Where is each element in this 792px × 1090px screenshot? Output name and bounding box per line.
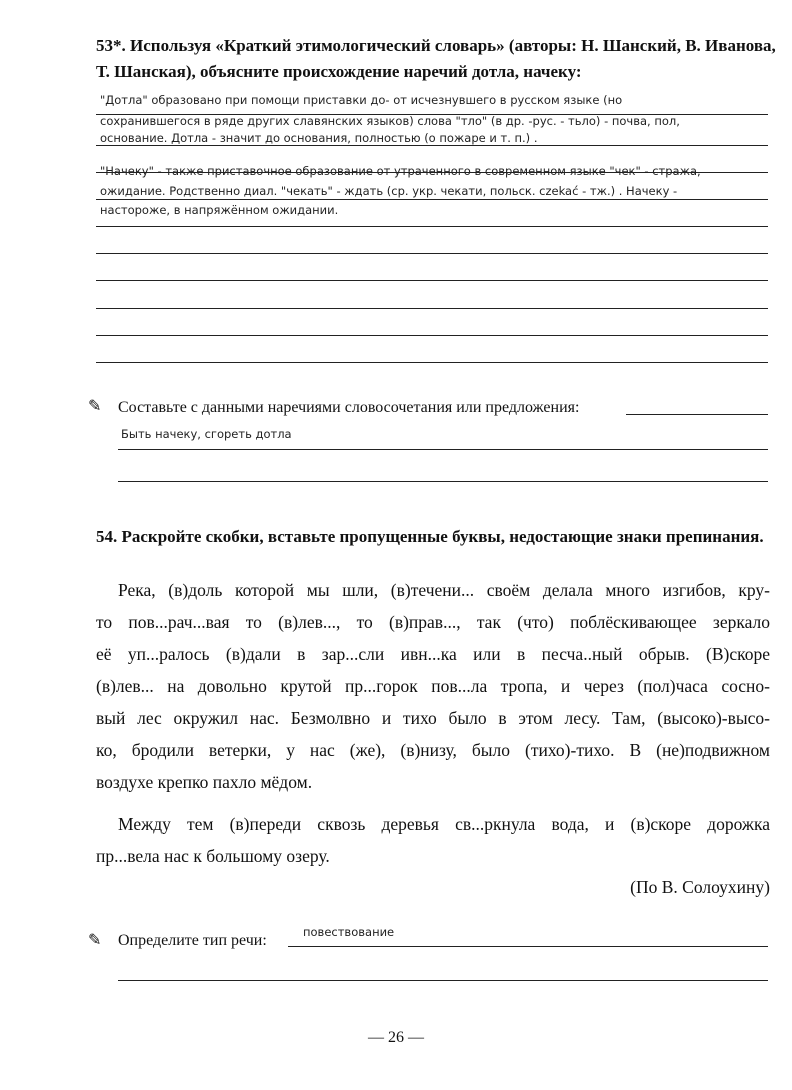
text-line: Река, (в)доль которой мы шли, (в)течени... своём делала много изгибов, кру- <box>118 580 770 600</box>
answer-line: сохранившегося в ряде других славянских языков) слова "тло" (в др. -рус. - тьло) - почва, пол, <box>100 114 680 128</box>
ruled-line <box>96 253 768 254</box>
text-line: (в)лев... на довольно крутой пр...горок пов...ла тропа, и через (пол)часа сосно- <box>96 676 770 696</box>
ruled-line <box>96 362 768 363</box>
ruled-line <box>96 145 768 146</box>
text-line: воздухе крепко пахло мёдом. <box>96 772 313 792</box>
text-line: её уп...ралось (в)дали в зар...сли ивн...ка или в песча..ный обрыв. (В)скоре <box>96 644 770 664</box>
speech-type-label: Определите тип речи: <box>118 932 267 949</box>
ruled-line <box>118 980 768 981</box>
answer-line: основание. Дотла - значит до основания, полностью (о пожаре и т. п.) . <box>100 131 538 145</box>
ruled-line <box>288 946 768 947</box>
ruled-line <box>96 280 768 281</box>
text-line: то пов...рач...вая то (в)лев..., то (в)прав..., так (что) поблёскивающее зеркало <box>96 612 770 632</box>
subtask-label: Составьте с данными наречиями словосочетания или предложения: <box>118 399 580 416</box>
source-attribution: (По В. Солоухину) <box>630 877 770 897</box>
ruled-line <box>96 335 768 336</box>
answer-line: ожидание. Родственно диал. "чекать" - ждать (ср. укр. чекати, польск. czekać - тж.) . Начеку - <box>100 184 678 198</box>
ruled-line <box>96 308 768 309</box>
task54-heading: 54. Раскройте скобки, вставьте пропущенные буквы, недостающие знаки препинания. <box>96 527 764 546</box>
ruled-line <box>96 199 768 200</box>
ruled-line <box>96 226 768 227</box>
task53-heading: 53*. Используя «Краткий этимологический словарь» (авторы: Н. Шанский, В. Иванова, <box>96 36 776 55</box>
task53-heading-cont: Т. Шанская), объясните происхождение наречий дотла, начеку: <box>96 62 582 81</box>
text-line: ко, бродили ветерки, у нас (же), (в)низу, было (тихо)-тихо. В (не)подвижном <box>96 740 770 760</box>
answer-line: "Начеку" - также приставочное образование от утраченного в современном языке "чек" - стража, <box>100 164 701 178</box>
pencil-icon: ✎ <box>88 396 102 415</box>
answer-line: "Дотла" образовано при помощи приставки до- от исчезнувшего в русском языке (но <box>100 93 623 107</box>
text-line: пр...вела нас к большому озеру. <box>96 846 330 866</box>
ruled-line <box>118 449 768 450</box>
ruled-line <box>118 481 768 482</box>
pencil-icon: ✎ <box>88 930 102 949</box>
answer-line: настороже, в напряжённом ожидании. <box>100 203 339 217</box>
page-number: — 26 — <box>368 1029 424 1046</box>
subtask-answer: Быть начеку, сгореть дотла <box>121 427 292 441</box>
speech-type-answer: повествование <box>303 925 395 939</box>
ruled-line <box>626 414 768 415</box>
text-line: Между тем (в)переди сквозь деревья св...ркнула вода, и (в)скоре дорожка <box>118 814 770 834</box>
text-line: вый лес окружил нас. Безмолвно и тихо было в этом лесу. Там, (высоко)-высо- <box>96 708 770 728</box>
